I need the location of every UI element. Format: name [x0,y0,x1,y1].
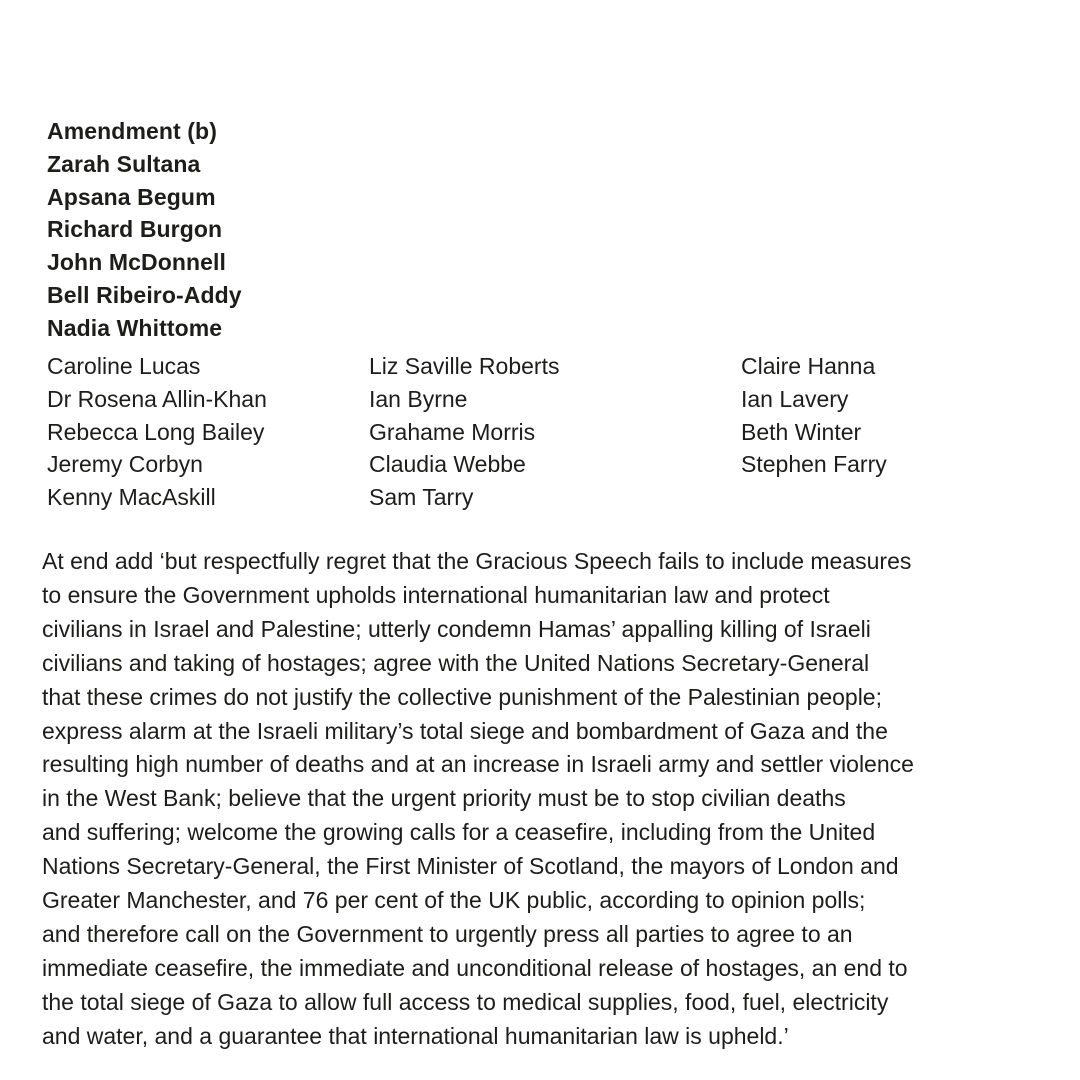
supporter-name: Dr Rosena Allin-Khan [47,385,267,412]
amendment-text-line: the total siege of Gaza to allow full access to medical supplies, food, fuel, electricity [42,988,889,1015]
amendment-text-line: in the West Bank; believe that the urgent priority must be to stop civilian deaths [42,785,846,812]
supporter-name: Kenny MacAskill [47,484,216,511]
amendment-text-line: civilians and taking of hostages; agree with the United Nations Secretary-General [42,649,870,676]
supporters-column-2 [369,350,559,514]
supporters-column-3 [741,350,887,481]
supporter-name: Ian Lavery [741,385,849,412]
amendment-text-line: to ensure the Government upholds international humanitarian law and protect [42,581,830,608]
mover-name: Zarah Sultana [47,150,201,177]
amendment-text-line: Nations Secretary-General, the First Minister of Scotland, the mayors of London and [42,853,899,880]
supporters-column-1 [47,350,267,514]
amendment-text-line: immediate ceasefire, the immediate and unconditional release of hostages, an end to [42,954,908,981]
mover-name: Bell Ribeiro-Addy [47,281,242,308]
mover-name: John McDonnell [47,249,227,276]
amendment-text-line: and therefore call on the Government to urgently press all parties to agree to an [42,920,853,947]
supporter-name: Jeremy Corbyn [47,451,203,478]
mover-name: Nadia Whittome [47,314,223,341]
mover-name: Apsana Begum [47,183,216,210]
supporter-name: Liz Saville Roberts [369,353,560,379]
supporter-name: Claudia Webbe [369,451,526,478]
amendment-text-line: resulting high number of deaths and at an increase in Israeli army and settler violence [42,751,914,778]
amendment-text-line: Greater Manchester, and 76 per cent of the UK public, according to opinion polls; [42,887,866,914]
amendment-title: Amendment (b) [47,118,217,144]
supporter-name: Stephen Farry [741,451,887,478]
amendment-text-line: express alarm at the Israeli military’s total siege and bombardment of Gaza and the [42,717,888,744]
supporter-name: Ian Byrne [369,385,468,412]
amendment-text-line: At end add ‘but respectfully regret that the Gracious Speech fails to include measures [42,548,912,574]
amendment-text-line: civilians in Israel and Palestine; utterly condemn Hamas’ appalling killing of Israeli [42,615,871,642]
supporter-name: Claire Hanna [741,353,876,379]
amendment-text-line: that these crimes do not justify the collective punishment of the Palestinian people; [42,683,882,710]
supporter-name: Sam Tarry [369,484,474,511]
amendment-text [42,545,1052,1054]
mover-name: Richard Burgon [47,216,223,243]
supporter-name: Grahame Morris [369,418,536,445]
amendment-text-line: and water, and a guarantee that international humanitarian law is upheld.’ [42,1022,789,1049]
supporter-name: Caroline Lucas [47,353,201,379]
supporter-name: Beth Winter [741,418,862,445]
amendment-header [47,115,242,345]
supporter-name: Rebecca Long Bailey [47,418,265,445]
amendment-text-line: and suffering; welcome the growing calls for a ceasefire, including from the United [42,819,876,846]
